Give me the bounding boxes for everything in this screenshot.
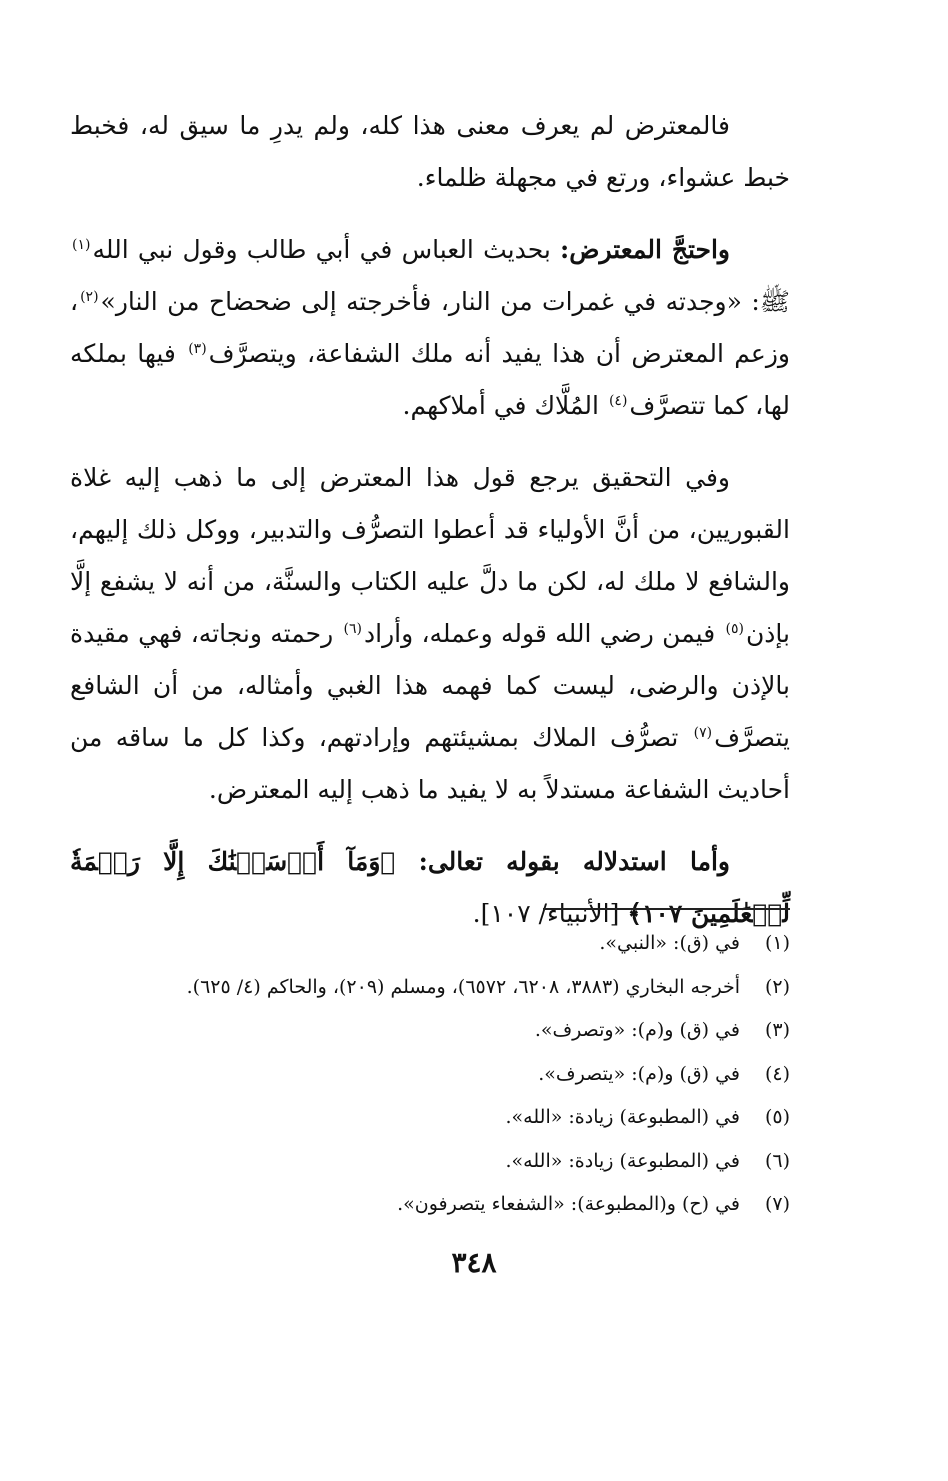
paragraph-2-text-3: ، وزعم المعترض أن هذا يفيد أنه ملك الشفاعة، ويتصرَّف — [70, 287, 790, 368]
footnote-number: (٢) — [764, 975, 790, 998]
footnote-ref-3[interactable]: (٣) — [188, 340, 207, 357]
footnote-5 — [70, 1096, 790, 1140]
footnote-text: في (المطبوعة) زيادة: «الله». — [505, 1149, 740, 1172]
footnote-2 — [70, 966, 790, 1010]
footnote-number: (٤) — [764, 1062, 790, 1085]
footnote-ref-7[interactable]: (٧) — [693, 724, 713, 741]
footnote-3 — [70, 1009, 790, 1053]
verse-reference: [الأنبياء/ ١٠٧]. — [472, 899, 628, 928]
page-number: ٣٤٨ — [451, 1246, 497, 1279]
main-text — [70, 100, 790, 960]
footnote-text: أخرجه البخاري (٣٨٨٣، ٦٢٠٨، ٦٥٧٢)، ومسلم (٢٠٩)، والحاكم (٤/ ٦٢٥). — [186, 975, 740, 998]
footnote-6 — [70, 1140, 790, 1184]
footnote-ref-2[interactable]: (٢) — [80, 288, 99, 305]
paragraph-3-text-2: فيمن رضي الله قوله وعمله، وأراد — [363, 619, 724, 648]
paragraph-3 — [70, 452, 790, 816]
footnote-number: (٦) — [764, 1149, 790, 1172]
paragraph-1 — [70, 100, 790, 204]
footnote-text: في (ق) و(م): «وتصرف». — [534, 1019, 740, 1041]
footnote-number: (٥) — [764, 1106, 790, 1128]
paragraph-3-text-3: رحمته ونجاته، فهي مقيدة بالإذن والرضى، ليست كما فهمه هذا الغبي وأمثاله، من أن الشافع يتصرَّف — [70, 619, 790, 752]
paragraph-2-text-5: المُلَّاك في أملاكهم. — [402, 391, 607, 420]
paragraph-3-text-4: تصرُّف الملاك بمشيئتهم وإرادتهم، وكذا كل ما ساقه من أحاديث الشفاعة مستدلاً به لا يفيد ما ذهب إليه المعترض. — [70, 723, 790, 804]
footnote-7 — [70, 1183, 790, 1227]
footnote-4 — [70, 1053, 790, 1097]
footnote-text: في (ح) و(المطبوعة): «الشفعاء يتصرفون». — [397, 1193, 740, 1215]
paragraph-2-lead: واحتجَّ المعترض: — [560, 235, 730, 264]
footnote-ref-4[interactable]: (٤) — [608, 392, 628, 409]
footnote-number: (١) — [764, 932, 790, 954]
footnote-ref-5[interactable]: (٥) — [725, 620, 744, 637]
paragraph-2-text-4: فيها بملكه لها، كما تتصرَّف — [70, 339, 790, 420]
paragraph-3-text-1: وفي التحقيق يرجع قول هذا المعترض إلى ما ذهب إليه غلاة القبوريين، من أنَّ الأولياء قد أعطوا التصرُّف والتدبير، ووكل ذلك إليهم، والشافع لا ملك له، لكن ما دلَّ عليه الكتاب والسنَّة، من أنه لا يشفع إلَّا بإذن — [70, 463, 791, 648]
footnote-ref-1[interactable]: (١) — [72, 236, 91, 253]
footnote-number: (٣) — [764, 1019, 790, 1041]
footnote-number: (٧) — [764, 1193, 790, 1215]
footnote-text: في (ق) و(م): «يتصرف». — [538, 1062, 740, 1085]
paragraph-2 — [70, 224, 790, 432]
quran-verse: ﴿وَمَآ أَرۡسَلۡنَٰكَ إِلَّا رَحۡمَةٗ لِّلۡعَٰلَمِينَ ١٠٧﴾ — [70, 847, 790, 928]
paragraph-2-text-1: بحديث العباس في أبي طالب وقول نبي الله — [92, 235, 561, 264]
footnote-text: في (المطبوعة) زيادة: «الله». — [505, 1106, 740, 1128]
footnote-separator — [543, 908, 790, 910]
footnote-1 — [70, 922, 790, 966]
paragraph-1-text: فالمعترض لم يعرف معنى هذا كله، ولم يدرِ ما سيق له، فخبط خبط عشواء، ورتع في مجهلة ظلماء. — [70, 111, 790, 192]
footnote-text: في (ق): «النبي». — [599, 932, 740, 954]
paragraph-2-text-2: ﷺ: «وجدته في غمرات من النار، فأخرجته إلى ضحضاح من النار» — [100, 287, 790, 316]
footnotes — [70, 922, 790, 1227]
paragraph-4-lead: وأما استدلاله بقوله تعالى: — [418, 847, 730, 876]
footnote-ref-6[interactable]: (٦) — [343, 620, 362, 637]
